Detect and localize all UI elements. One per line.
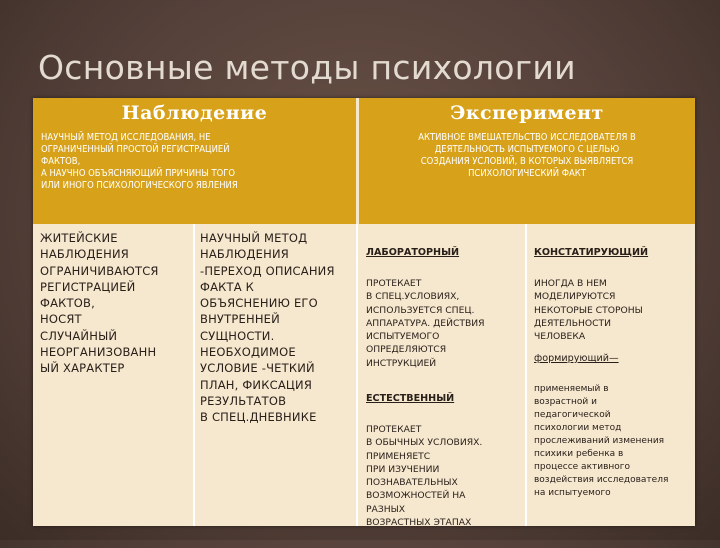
forming-experiment-text: применяемый в возрастной и педагогической психологии метод прослеживаний изменения психики ребенка в процессе активного воздействия исследователя на испытуемого [534,384,669,498]
observation-header-cell [33,98,356,224]
experiment-definition: АКТИВНОЕ ВМЕШАТЕЛЬСТВО ИССЛЕДОВАТЕЛЯ В ДЕЯТЕЛЬНОСТЬ ИСПЫТУЕМОГО С ЦЕЛЬЮ СОЗДАНИЯ УСЛОВИЙ, В КОТОРЫХ ВЫЯВЛЯЕТСЯ ПСИХОЛОГИЧЕСКИЙ ФАКТ [418,132,636,179]
forming-experiment-block [534,334,694,519]
natural-experiment-text: ПРОТЕКАЕТ В ОБЫЧНЫХ УСЛОВИЯХ. ПРИМЕНЯЕТС ПРИ ИЗУЧЕНИИ ПОЗНАВАТЕЛЬНЫХ ВОЗМОЖНОСТЕЙ НА РАЗНЫХ ВОЗРАСТНЫХ ЭТАПАХ [366,424,483,529]
forming-experiment-title: формирующий— [534,353,619,364]
stating-experiment-title: КОНСТАТИРУЮЩИЙ [534,247,649,258]
column-divider [193,224,195,526]
scientific-observation-text: НАУЧНЫЙ МЕТОД НАБЛЮДЕНИЯ -ПЕРЕХОД ОПИСАНИЯ ФАКТА К ОБЪЯСНЕНИЮ ЕГО ВНУТРЕННЕЙ СУЩНОСТИ. НЕОБХОДИМОЕ УСЛОВИЕ -ЧЕТКИЙ ПЛАН, ФИКСАЦИЯ РЕЗУЛЬТАТОВ В СПЕЦ.ДНЕВНИКЕ [200,231,335,425]
column-divider [356,224,358,526]
stating-experiment-text: ИНОГДА В НЕМ МОДЕЛИРУЮТСЯ НЕКОТОРЫЕ СТОРОНЫ ДЕЯТЕЛЬНОСТИ ЧЕЛОВЕКА [534,278,643,343]
experiment-header: Эксперимент [450,102,604,124]
natural-experiment-title: ЕСТЕСТВЕННЫЙ [366,393,455,404]
lab-experiment-title: ЛАБОРАТОРНЫЙ [366,247,460,258]
page-title: Основные методы психологии [38,48,576,87]
experiment-header-cell [359,98,695,224]
observation-header: Наблюдение [121,102,268,124]
observation-definition: НАУЧНЫЙ МЕТОД ИССЛЕДОВАНИЯ, НЕ ОГРАНИЧЕННЫЙ ПРОСТОЙ РЕГИСТРАЦИЕЙ ФАКТОВ, А НАУЧНО ОБЪЯСНЯЮЩИЙ ПРИЧИНЫ ТОГО ИЛИ ИНОГО ПСИХОЛОГИЧЕСКОГО ЯВЛЕНИЯ [41,132,238,191]
lab-experiment-block [366,228,524,389]
column-divider [525,224,527,526]
lab-experiment-text: ПРОТЕКАЕТ В СПЕЦ.УСЛОВИЯХ, ИСПОЛЬЗУЕТСЯ СПЕЦ. АППАРАТУРА. ДЕЙСТВИЯ ИСПЫТУЕМОГО ОПРЕДЕЛЯЮТСЯ ИНСТРУКЦИЕЙ [366,278,485,369]
methods-table [33,98,695,529]
natural-experiment-block [366,374,524,548]
everyday-observation-text: ЖИТЕЙСКИЕ НАБЛЮДЕНИЯ ОГРАНИЧИВАЮТСЯ РЕГИСТРАЦИЕЙ ФАКТОВ, НОСЯТ СЛУЧАЙНЫЙ НЕОРГАНИЗОВАНН ЫЙ ХАРАКТЕР [40,231,159,376]
